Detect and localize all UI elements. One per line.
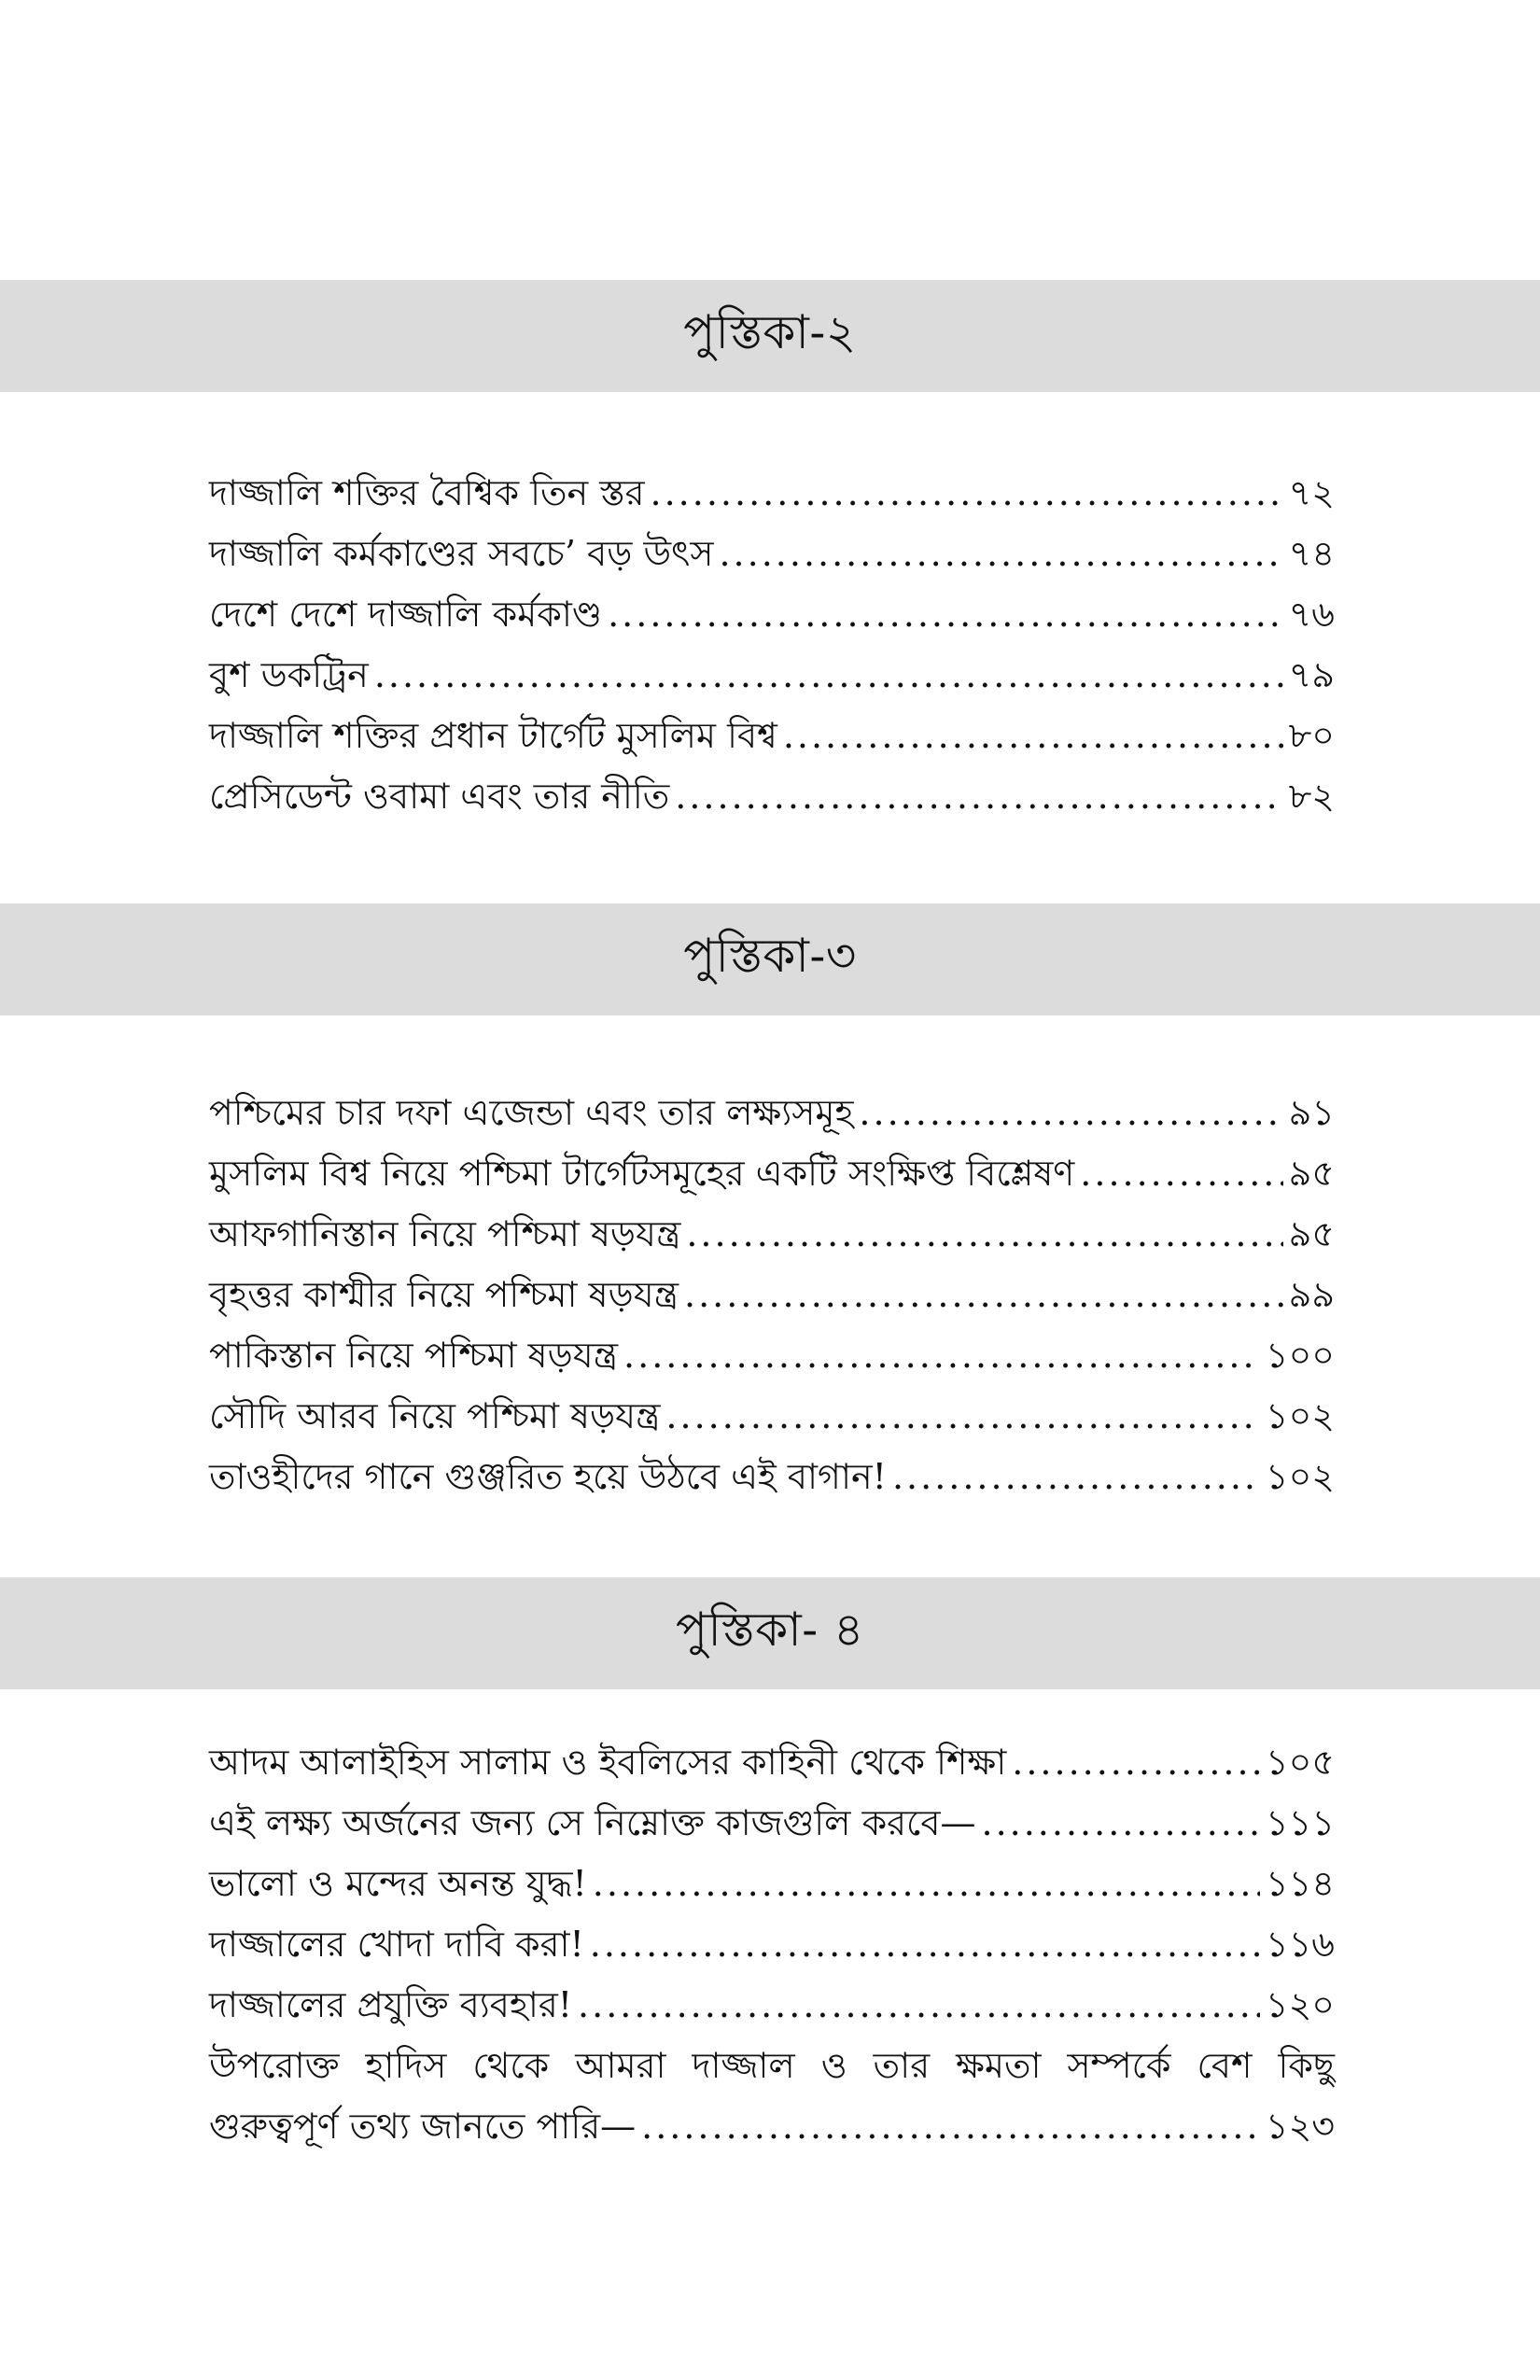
toc-entry-page: ১২০ xyxy=(1265,1984,1335,2025)
toc-entry-page: ১১৬ xyxy=(1265,1924,1335,1965)
toc-entry[interactable] xyxy=(209,1447,1335,1507)
toc-entry-title: প্রেসিডেন্ট ওবামা এবং তার নীতি xyxy=(209,776,670,817)
toc-entry-page: ৯৯ xyxy=(1288,1274,1335,1315)
word: হাদিস xyxy=(365,2045,447,2086)
word: আমরা xyxy=(575,2045,666,2086)
toc-entry[interactable] xyxy=(209,1914,1335,1975)
dot-leader xyxy=(859,1083,1282,1143)
section-2-header xyxy=(0,280,1540,392)
dot-leader xyxy=(684,1265,1283,1325)
toc-entry[interactable] xyxy=(209,1325,1335,1386)
dot-leader xyxy=(651,463,1283,524)
section-3-toc xyxy=(209,1083,1335,1507)
toc-entry[interactable] xyxy=(209,524,1335,584)
dot-leader xyxy=(641,2096,1260,2157)
toc-entry[interactable] xyxy=(209,1083,1335,1143)
toc-entry-title-line1 xyxy=(209,2036,1335,2096)
toc-entry-title: দাজ্জালি শক্তির বৈশ্বিক তিন স্তর xyxy=(209,472,645,513)
word: দাজ্জাল xyxy=(692,2045,795,2086)
toc-entry-page: ১০০ xyxy=(1265,1335,1335,1376)
dot-leader xyxy=(623,1325,1260,1386)
toc-entry-title: আদম আলাইহিস সালাম ও ইবলিসের কাহিনী থেকে শিক্ষা xyxy=(209,1742,1007,1783)
toc-entry-title: আফগানিস্তান নিয়ে পশ্চিমা ষড়যন্ত্র xyxy=(209,1213,681,1254)
toc-entry-title: মুসলিম বিশ্ব নিয়ে পশ্চিমা টার্গেটসমূহের একটি সংক্ষিপ্ত বিশ্লেষণ xyxy=(209,1153,1075,1194)
section-4-header xyxy=(0,1577,1540,1689)
dot-leader xyxy=(686,1204,1282,1265)
toc-entry-title: বুশ ডকট্রিন xyxy=(209,654,369,695)
toc-entry-title: পাকিস্তান নিয়ে পশ্চিমা ষড়যন্ত্র xyxy=(209,1335,619,1376)
toc-entry-wrapped[interactable] xyxy=(209,2036,1335,2157)
dot-leader xyxy=(675,766,1282,827)
toc-entry[interactable] xyxy=(209,1975,1335,2036)
toc-entry-title-line2 xyxy=(209,2096,1335,2157)
toc-entry-page: ১০২ xyxy=(1265,1456,1335,1497)
dot-leader xyxy=(783,706,1283,766)
toc-entry-title: বৃহত্তর কাশ্মীর নিয়ে পশ্চিমা ষড়যন্ত্র xyxy=(209,1274,679,1315)
toc-entry-page: ৮০ xyxy=(1288,715,1335,756)
dot-leader xyxy=(590,1914,1260,1975)
toc-entry-page: ৭২ xyxy=(1288,472,1335,513)
toc-entry[interactable] xyxy=(209,1143,1335,1204)
word: সম্পর্কে xyxy=(1067,2045,1171,2086)
toc-entry[interactable] xyxy=(209,584,1335,645)
toc-entry-title: সৌদি আরব নিয়ে পশ্চিমা ষড়যন্ত্র xyxy=(209,1395,661,1436)
section-2-toc xyxy=(209,463,1335,827)
dot-leader xyxy=(1012,1732,1260,1793)
dot-leader xyxy=(608,584,1282,645)
toc-entry-page: ৯৫ xyxy=(1288,1213,1335,1254)
word: কিছু xyxy=(1278,2045,1335,2086)
toc-entry-title: দাজ্জালের প্রযুক্তি ব্যবহার! xyxy=(209,1984,573,2025)
toc-entry-page: ১১১ xyxy=(1266,1802,1335,1843)
dot-leader xyxy=(981,1793,1260,1854)
toc-entry-title: ভালো ও মন্দের অনন্ত যুদ্ধ! xyxy=(209,1863,587,1904)
toc-entry-page: ৭৪ xyxy=(1288,533,1335,574)
section-3-title: পুস্তিকা-৩ xyxy=(683,928,857,983)
toc-entry-page: ১২৩ xyxy=(1265,2106,1335,2147)
toc-entry-title: পশ্চিমের চার দফা এজেন্ডা এবং তার লক্ষ্যসমূহ xyxy=(209,1092,854,1133)
section-3-header xyxy=(0,903,1540,1015)
dot-leader xyxy=(578,1975,1260,2036)
toc-entry[interactable] xyxy=(209,1386,1335,1447)
toc-entry-page: ১১৪ xyxy=(1266,1863,1335,1904)
dot-leader xyxy=(719,524,1282,584)
toc-entry[interactable] xyxy=(209,766,1335,827)
toc-entry[interactable] xyxy=(209,463,1335,524)
toc-entry-title: দাজ্জালি শক্তির প্রধান টার্গেট মুসলিম বিশ্ব xyxy=(209,715,777,756)
toc-entry-title: দাজ্জালের খোদা দাবি করা! xyxy=(209,1924,584,1965)
toc-entry-page: ৭৯ xyxy=(1288,654,1335,695)
word: তার xyxy=(873,2045,931,2086)
toc-entry-page: ১০২ xyxy=(1265,1395,1335,1436)
dot-leader xyxy=(1080,1143,1282,1204)
word: ও xyxy=(820,2045,847,2086)
toc-entry-title: গুরুত্বপূর্ণ তথ্য জানতে পারি— xyxy=(209,2106,637,2147)
section-2-title: পুস্তিকা-২ xyxy=(683,304,857,359)
toc-entry[interactable] xyxy=(209,1854,1335,1914)
toc-entry-title: দাজ্জালি কর্মকাণ্ডের সবচে’ বড় উৎস xyxy=(209,533,714,574)
toc-entry[interactable] xyxy=(209,1204,1335,1265)
toc-entry[interactable] xyxy=(209,706,1335,766)
dot-leader xyxy=(374,645,1283,706)
dot-leader xyxy=(665,1386,1260,1447)
section-4-title: পুস্তিকা- ৪ xyxy=(676,1602,864,1657)
word: উপরোক্ত xyxy=(209,2045,340,2086)
toc-entry-page: ১০৫ xyxy=(1265,1742,1335,1783)
toc-entry-page: ৯১ xyxy=(1288,1092,1335,1133)
toc-entry-title: এই লক্ষ্য অর্জনের জন্য সে নিম্নোক্ত কাজগুলি করবে— xyxy=(209,1802,976,1843)
toc-entry-page: ৭৬ xyxy=(1288,594,1335,635)
toc-entry-title: তাওহীদের গানে গুঞ্জরিত হয়ে উঠবে এই বাগান! xyxy=(209,1456,887,1497)
word: থেকে xyxy=(472,2045,550,2086)
word: বেশ xyxy=(1197,2045,1253,2086)
word: ক্ষমতা xyxy=(956,2045,1042,2086)
section-4-toc xyxy=(209,1732,1335,2157)
dot-leader xyxy=(892,1447,1260,1507)
toc-entry[interactable] xyxy=(209,1265,1335,1325)
dot-leader xyxy=(593,1854,1260,1914)
toc-entry[interactable] xyxy=(209,1793,1335,1854)
toc-entry[interactable] xyxy=(209,1732,1335,1793)
toc-entry[interactable] xyxy=(209,645,1335,706)
toc-entry-page: ৮২ xyxy=(1288,776,1335,817)
toc-entry-title: দেশে দেশে দাজ্জালি কর্মকাণ্ড xyxy=(209,594,603,635)
toc-entry-page: ৯৫ xyxy=(1288,1153,1335,1194)
